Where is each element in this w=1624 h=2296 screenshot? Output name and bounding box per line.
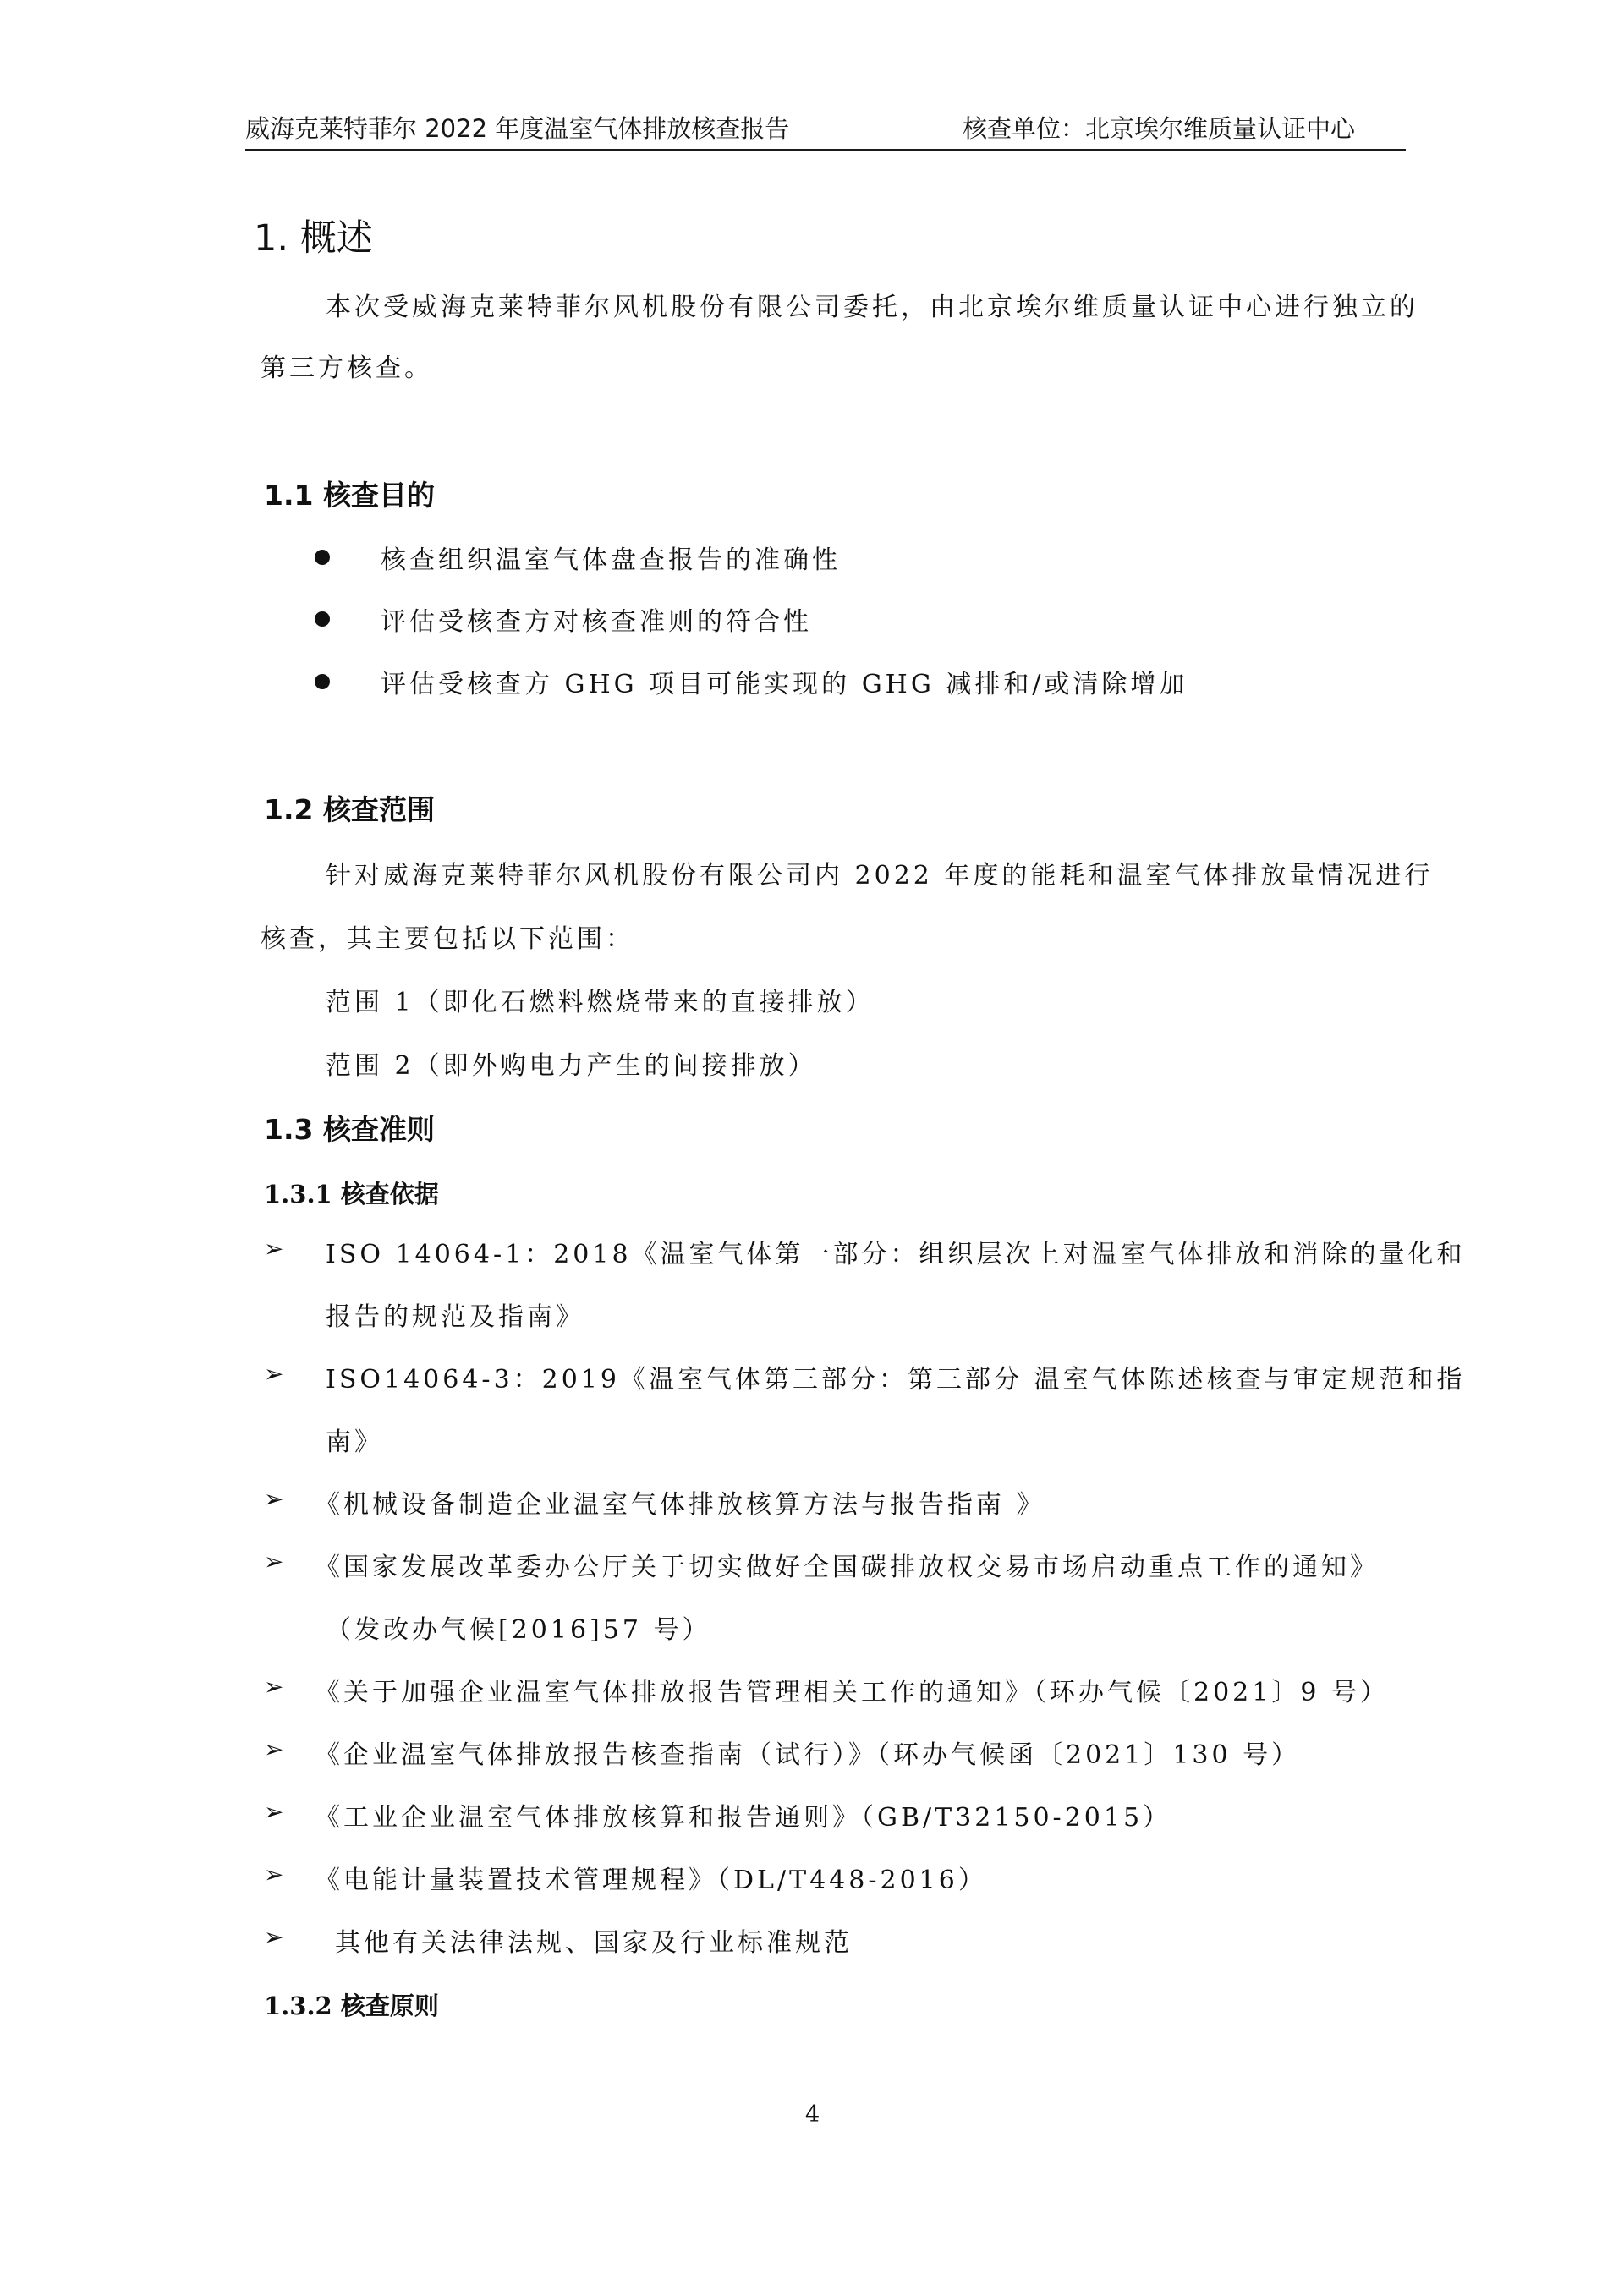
filled-circle-bullet-icon [315, 611, 330, 627]
arrow-bullet-icon: ➢ [264, 1548, 284, 1575]
page-number: 4 [805, 2101, 820, 2128]
arrow-bullet-icon: ➢ [264, 1923, 284, 1951]
basis-item-5: 《关于加强企业温室气体排放报告管理相关工作的通知》（环办气候〔2021〕9 号） [315, 1678, 1389, 1707]
purpose-bullet-1: 核查组织温室气体盘查报告的准确性 [381, 545, 841, 575]
arrow-bullet-icon: ➢ [264, 1485, 284, 1513]
section-1-1-title: 1.1 核查目的 [264, 479, 435, 512]
basis-item-1-line-1: ISO 14064-1：2018《温室气体第一部分：组织层次上对温室气体排放和消除的量化和 [326, 1240, 1466, 1269]
basis-item-2-line-2: 南》 [326, 1427, 383, 1457]
basis-item-6: 《企业温室气体排放报告核查指南（试行）》（环办气候函〔2021〕130 号） [315, 1740, 1301, 1770]
purpose-bullet-3: 评估受核查方 GHG 项目可能实现的 GHG 减排和/或清除增加 [381, 670, 1188, 699]
basis-item-4-line-1: 《国家发展改革委办公厅关于切实做好全国碳排放权交易市场启动重点工作的通知》 [315, 1553, 1379, 1582]
section-1-intro-line-2: 第三方核查。 [261, 353, 433, 383]
basis-item-2-line-1: ISO14064-3：2019《温室气体第三部分：第三部分 温室气体陈述核查与审定规范和指 [326, 1365, 1466, 1395]
basis-item-7: 《工业企业温室气体排放核算和报告通则》（GB/T32150-2015） [315, 1803, 1172, 1833]
arrow-bullet-icon: ➢ [264, 1360, 284, 1388]
scope-intro-line-2: 核查，其主要包括以下范围： [261, 924, 634, 954]
basis-item-1-line-2: 报告的规范及指南》 [326, 1302, 584, 1332]
basis-item-4-line-2: （发改办气候[2016]57 号） [326, 1615, 711, 1645]
header-rule [245, 149, 1406, 151]
section-1-intro-line-1: 本次受威海克莱特菲尔风机股份有限公司委托，由北京埃尔维质量认证中心进行独立的 [326, 293, 1418, 322]
arrow-bullet-icon: ➢ [264, 1860, 284, 1888]
purpose-bullet-2: 评估受核查方对核查准则的符合性 [381, 607, 812, 637]
scope-2-item: 范围 2（即外购电力产生的间接排放） [326, 1051, 817, 1081]
section-1-title: 1. 概述 [254, 217, 373, 260]
arrow-bullet-icon: ➢ [264, 1235, 284, 1263]
section-1-2-title: 1.2 核查范围 [264, 793, 435, 826]
filled-circle-bullet-icon [315, 674, 330, 689]
section-1-3-title: 1.3 核查准则 [264, 1113, 435, 1146]
scope-1-item: 范围 1（即化石燃料燃烧带来的直接排放） [326, 988, 875, 1017]
header-report-title: 威海克莱特菲尔 2022 年度温室气体排放核查报告 [245, 114, 790, 143]
scope-intro-line-1: 针对威海克莱特菲尔风机股份有限公司内 2022 年度的能耗和温室气体排放量情况进行 [326, 861, 1434, 890]
section-1-3-1-title: 1.3.1 核查依据 [264, 1180, 439, 1208]
section-1-3-2-title: 1.3.2 核查原则 [264, 1992, 439, 2020]
arrow-bullet-icon: ➢ [264, 1735, 284, 1763]
basis-item-8: 《电能计量装置技术管理规程》（DL/T448-2016） [315, 1866, 987, 1895]
basis-item-3: 《机械设备制造企业温室气体排放核算方法与报告指南 》 [315, 1490, 1045, 1520]
filled-circle-bullet-icon [315, 550, 330, 565]
header-verifier: 核查单位：北京埃尔维质量认证中心 [963, 114, 1356, 143]
basis-item-9: 其他有关法律法规、国家及行业标准规范 [335, 1928, 853, 1958]
arrow-bullet-icon: ➢ [264, 1673, 284, 1701]
arrow-bullet-icon: ➢ [264, 1798, 284, 1826]
